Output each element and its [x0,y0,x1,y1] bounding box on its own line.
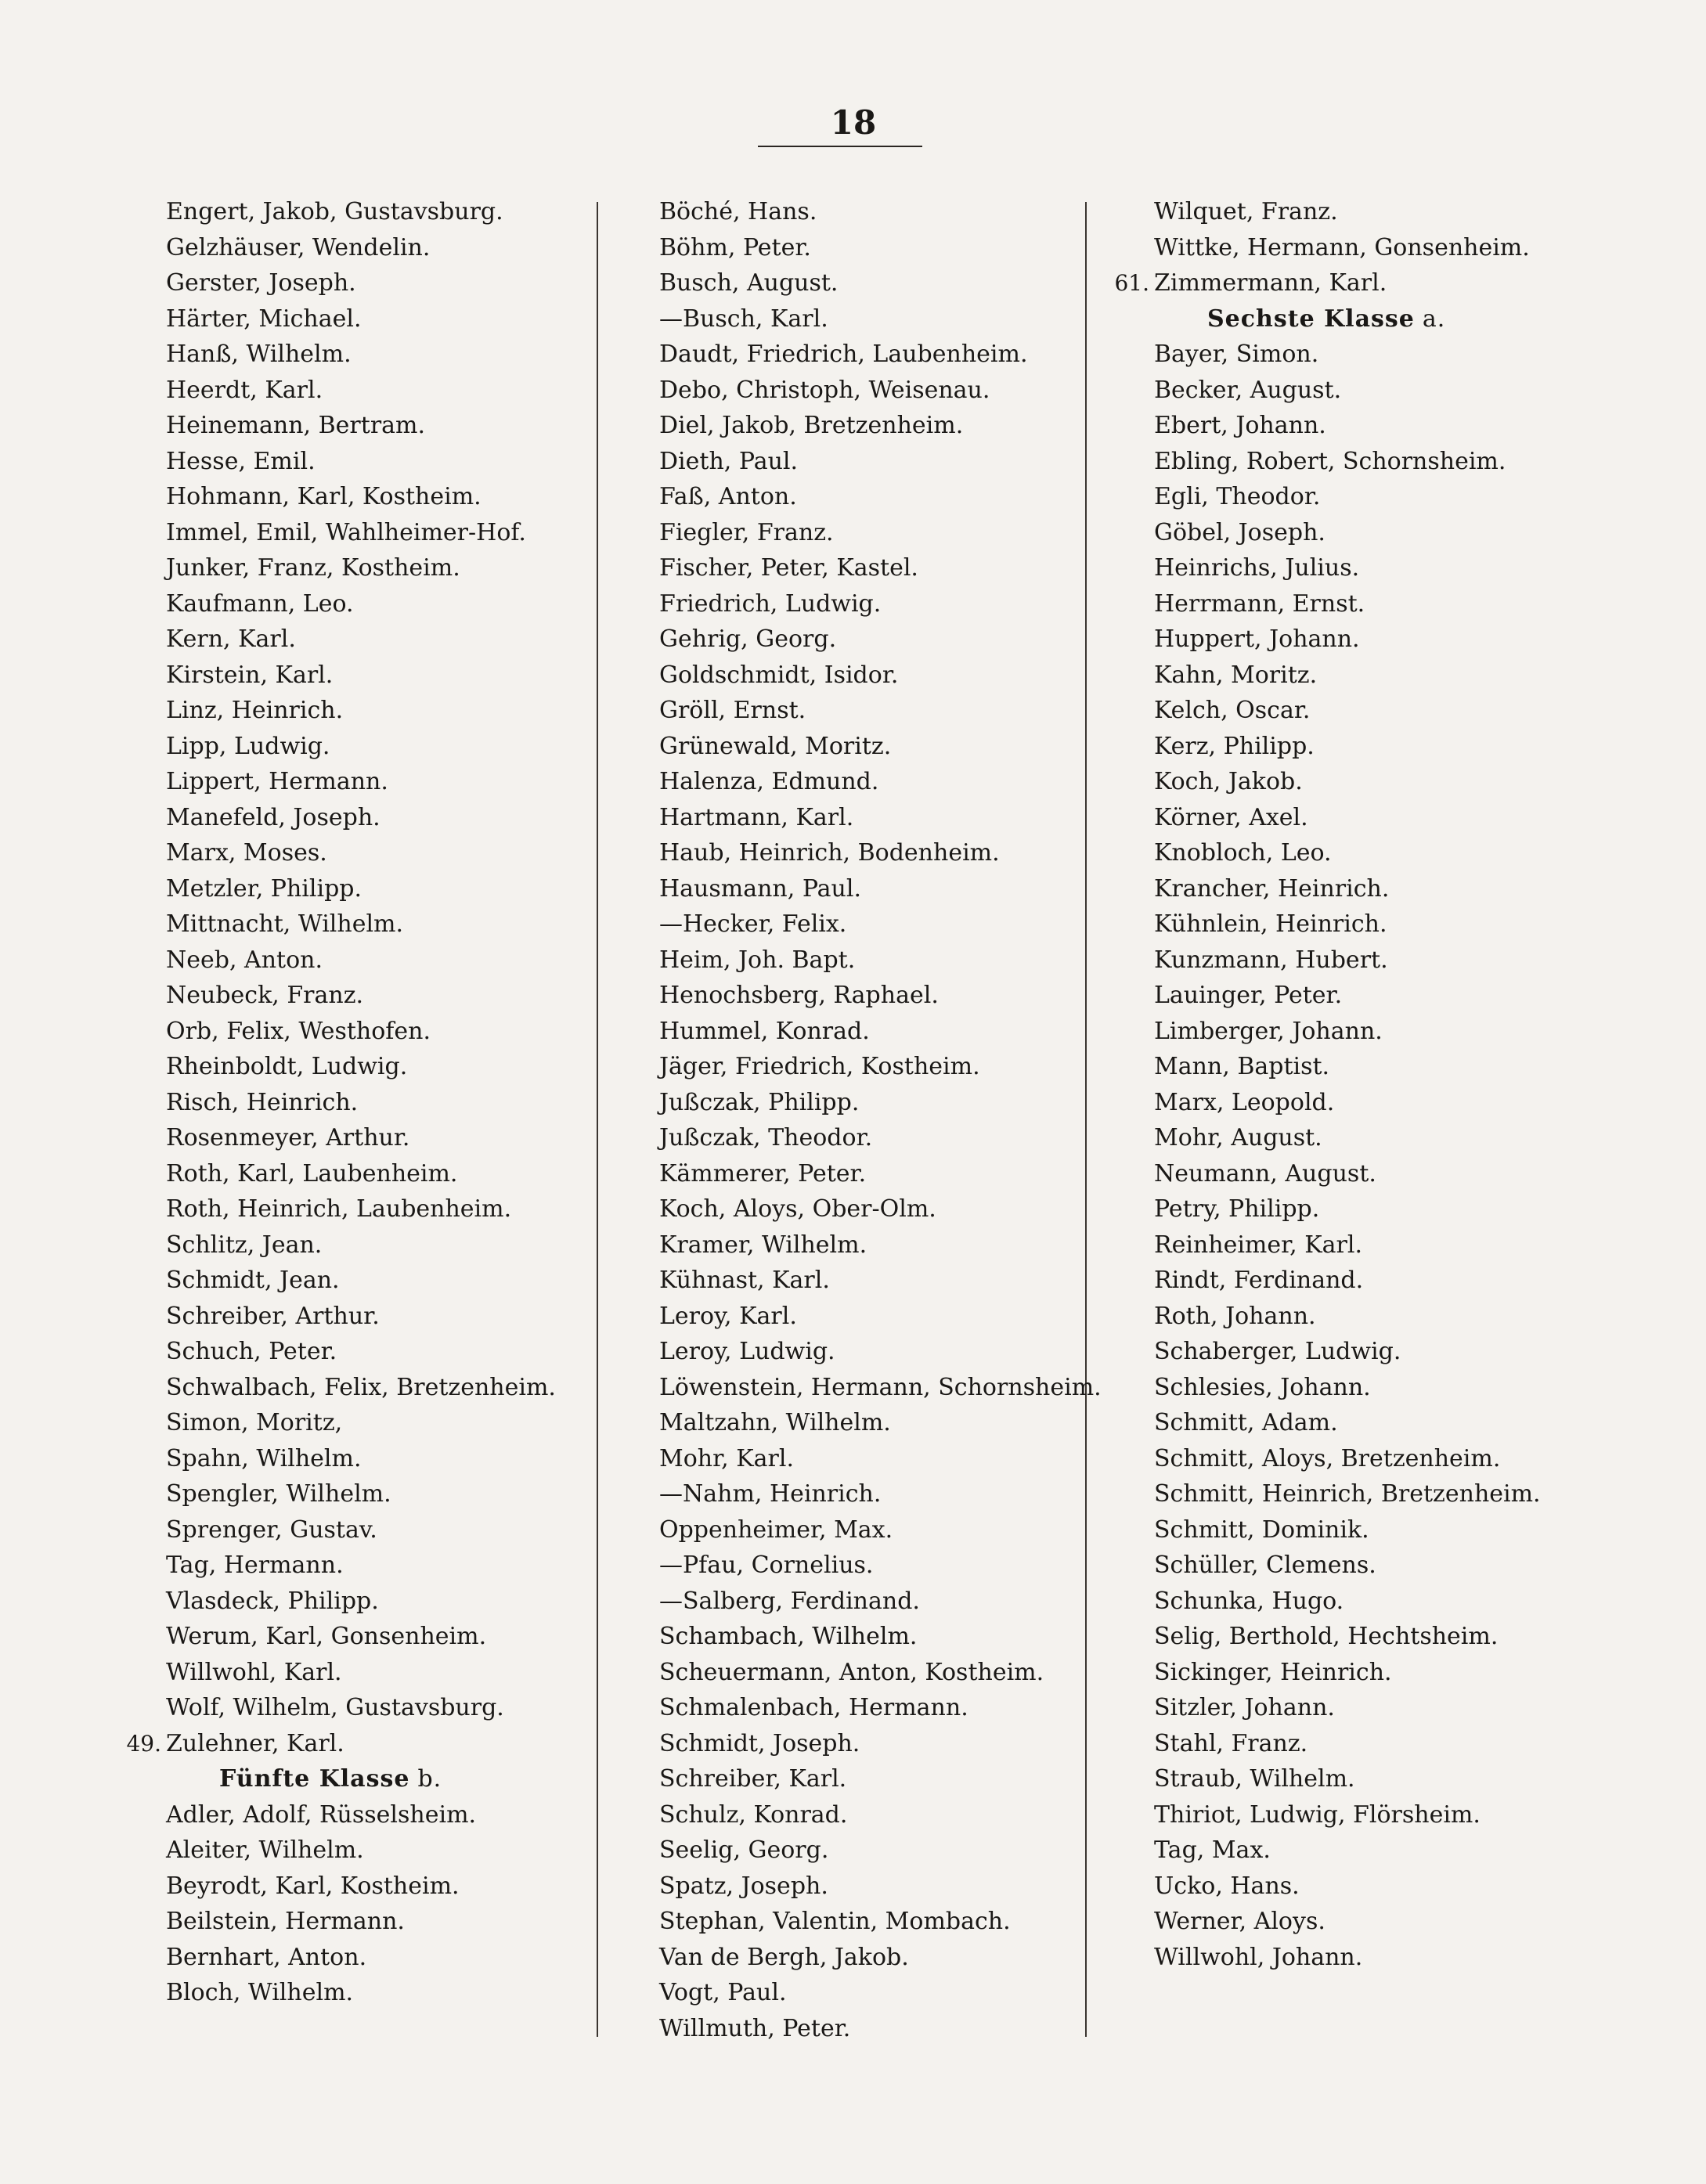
list-item: Löwenstein, Hermann, Schornsheim. [659,1373,1102,1401]
list-item: Schmalenbach, Hermann. [659,1694,968,1721]
list-item: Mann, Baptist. [1154,1053,1330,1080]
list-item: Haub, Heinrich, Bodenheim. [659,839,1000,867]
list-item: —Busch, Karl. [659,305,828,333]
entry-count: 49. [126,1730,161,1757]
list-item: Härter, Michael. [166,305,362,333]
list-item: Schmitt, Heinrich, Bretzenheim. [1154,1480,1541,1508]
list-item: Schreiber, Karl. [659,1765,847,1793]
list-item: Simon, Moritz, [166,1409,343,1436]
list-item: Thiriot, Ludwig, Flörsheim. [1154,1800,1481,1829]
list-item: Vlasdeck, Philipp. [166,1587,379,1615]
list-item: Faß, Anton. [659,483,797,510]
list-item: Marx, Moses. [166,839,327,867]
list-item: Halenza, Edmund. [659,768,879,795]
list-item: Heinemann, Bertram. [166,412,426,439]
list-item: Schreiber, Arthur. [166,1302,380,1330]
list-item [126,1726,556,1762]
list-item: Körner, Axel. [1154,803,1308,831]
section-heading-sechste-klasse-a [1154,301,1541,337]
list-item: Kühnlein, Heinrich. [1154,910,1387,938]
list-item: Petry, Philipp. [1154,1195,1320,1223]
list-item: Gehrig, Georg. [659,625,837,653]
entry-name: Zimmermann, Karl. [1154,269,1387,297]
list-item: Schuch, Peter. [166,1338,337,1365]
list-item: Bayer, Simon. [1154,341,1319,368]
list-item: Tag, Hermann. [166,1552,344,1579]
list-item: Ucko, Hans. [1154,1872,1300,1900]
list-item: Beilstein, Hermann. [166,1908,405,1935]
list-item: Linz, Heinrich. [166,697,344,724]
list-item: Kelch, Oscar. [1154,697,1311,724]
list-item: Tag, Max. [1154,1836,1271,1864]
list-item: Manefeld, Joseph. [166,803,381,831]
list-item: Vogt, Paul. [659,1979,787,2006]
list-item: Lauinger, Peter. [1154,982,1343,1009]
list-item: Schlesies, Johann. [1154,1373,1371,1401]
list-item: Debo, Christoph, Weisenau. [659,376,990,404]
list-item: Hartmann, Karl. [659,803,854,831]
column-3 [1114,194,1541,1975]
list-item: —Hecker, Felix. [659,910,847,938]
list-item: Junker, Franz, Kostheim. [166,554,460,582]
list-item: Leroy, Karl. [659,1302,797,1330]
list-item: Maltzahn, Wilhelm. [659,1409,891,1436]
list-item: Jußczak, Theodor. [659,1124,873,1151]
list-item: Knobloch, Leo. [1154,839,1332,867]
list-item: Kahn, Moritz. [1154,661,1318,689]
list-item: Krancher, Heinrich. [1154,874,1390,903]
list-item: Stahl, Franz. [1154,1729,1308,1757]
list-item: Rindt, Ferdinand. [1154,1267,1364,1294]
list-item: Schmitt, Aloys, Bretzenheim. [1154,1444,1501,1472]
list-item: Neumann, August. [1154,1159,1376,1188]
list-item: Jäger, Friedrich, Kostheim. [659,1053,980,1080]
list-item: Aleiter, Wilhelm. [166,1836,364,1864]
list-item: Spatz, Joseph. [659,1872,828,1900]
list-item: Busch, August. [659,269,839,297]
list-item: Gröll, Ernst. [659,697,806,724]
section-suffix: b. [417,1765,442,1793]
list-item: Sitzler, Johann. [1154,1694,1335,1721]
section-suffix: a. [1422,305,1446,333]
entry-name: Zulehner, Karl. [166,1729,344,1757]
list-item: Heim, Joh. Bapt. [659,946,856,974]
list-item: Oppenheimer, Max. [659,1515,893,1544]
list-item: Hesse, Emil. [166,447,316,475]
list-item: Kämmerer, Peter. [659,1159,867,1188]
list-item: Seelig, Georg. [659,1836,829,1864]
section-heading-fuenfte-klasse-b [166,1761,556,1797]
list-item: Sickinger, Heinrich. [1154,1658,1392,1686]
list-item: Wittke, Hermann, Gonsenheim. [1154,233,1530,261]
list-item: Schulz, Konrad. [659,1800,848,1829]
list-item: Göbel, Joseph. [1154,518,1325,546]
list-item: —Nahm, Heinrich. [659,1480,882,1508]
list-item: Koch, Jakob. [1154,768,1303,795]
list-item: Werner, Aloys. [1154,1908,1325,1935]
list-item: Willwohl, Johann. [1154,1943,1363,1971]
list-item: Straub, Wilhelm. [1154,1765,1355,1793]
list-item: Van de Bergh, Jakob. [659,1943,909,1971]
list-item: Mittnacht, Wilhelm. [166,910,404,938]
list-item: Böché, Hans. [659,198,817,225]
list-item: Lipp, Ludwig. [166,732,330,760]
list-item: Ebert, Johann. [1154,412,1326,439]
list-item: Dieth, Paul. [659,447,799,475]
page-number: 18 [830,103,877,142]
list-item: Kramer, Wilhelm. [659,1231,867,1259]
list-item: Willmuth, Peter. [659,2014,851,2042]
list-item: Marx, Leopold. [1154,1088,1335,1116]
list-item: Spahn, Wilhelm. [166,1444,362,1472]
list-item: Böhm, Peter. [659,233,811,261]
list-item: Hanß, Wilhelm. [166,341,352,368]
list-item [1114,265,1541,301]
list-item: Wilquet, Franz. [1154,198,1338,225]
list-item: Huppert, Johann. [1154,625,1360,653]
section-title: Sechste Klasse [1207,305,1415,333]
list-item: Goldschmidt, Isidor. [659,661,899,689]
list-item: Becker, August. [1154,376,1342,404]
list-item: Engert, Jakob, Gustavsburg. [166,198,503,225]
list-item: Kunzmann, Hubert. [1154,946,1388,974]
list-item: Heinrichs, Julius. [1154,554,1360,582]
list-item: Spengler, Wilhelm. [166,1480,391,1508]
list-item: Schmitt, Adam. [1154,1409,1338,1436]
list-item: Leroy, Ludwig. [659,1338,835,1365]
list-item: Neubeck, Franz. [166,982,364,1009]
list-item: Hummel, Konrad. [659,1017,870,1045]
list-item: Diel, Jakob, Bretzenheim. [659,412,964,439]
list-item: Beyrodt, Karl, Kostheim. [166,1872,460,1900]
header-rule [758,146,922,147]
list-item: —Pfau, Cornelius. [659,1552,874,1579]
list-item: Hausmann, Paul. [659,874,861,903]
list-item: Kühnast, Karl. [659,1267,830,1294]
list-item: Schlitz, Jean. [166,1231,323,1259]
list-item: Roth, Karl, Laubenheim. [166,1159,458,1188]
column-2 [659,194,1102,2046]
list-item: Schunka, Hugo. [1154,1587,1344,1615]
list-item: Neeb, Anton. [166,946,323,974]
list-item: Werum, Karl, Gonsenheim. [166,1623,487,1650]
list-item: Roth, Johann. [1154,1302,1316,1330]
list-item: —Salberg, Ferdinand. [659,1587,920,1615]
list-item: Limberger, Johann. [1154,1017,1383,1045]
list-item: Rheinboldt, Ludwig. [166,1053,408,1080]
list-item: Schüller, Clemens. [1154,1552,1376,1579]
list-item: Schambach, Wilhelm. [659,1623,918,1650]
list-item: Mohr, August. [1154,1124,1322,1151]
list-item: Bernhart, Anton. [166,1943,367,1971]
list-item: Heerdt, Karl. [166,376,323,404]
list-item: Herrmann, Ernst. [1154,589,1365,618]
list-item: Egli, Theodor. [1154,483,1321,510]
list-item: Rosenmeyer, Arthur. [166,1124,410,1151]
list-item: Gerster, Joseph. [166,269,356,297]
list-item: Grünewald, Moritz. [659,732,892,760]
entry-count: 61. [1114,270,1149,296]
list-item: Ebling, Robert, Schornsheim. [1154,447,1506,475]
list-item: Metzler, Philipp. [166,874,362,903]
section-title: Fünfte Klasse [219,1765,410,1793]
list-item: Schmidt, Jean. [166,1267,340,1294]
list-item: Schaberger, Ludwig. [1154,1338,1401,1365]
list-item: Schwalbach, Felix, Bretzenheim. [166,1373,556,1401]
list-item: Immel, Emil, Wahlheimer-Hof. [166,518,526,546]
list-item: Kerz, Philipp. [1154,732,1315,760]
list-item: Stephan, Valentin, Mombach. [659,1908,1011,1935]
list-item: Risch, Heinrich. [166,1088,359,1116]
list-item: Scheuermann, Anton, Kostheim. [659,1658,1044,1686]
list-item: Kaufmann, Leo. [166,589,354,618]
list-item: Fiegler, Franz. [659,518,834,546]
list-item: Selig, Berthold, Hechtsheim. [1154,1623,1499,1650]
column-divider-left [597,202,598,2037]
list-item: Gelzhäuser, Wendelin. [166,233,431,261]
list-item: Hohmann, Karl, Kostheim. [166,483,482,510]
list-item: Jußczak, Philipp. [659,1088,860,1116]
list-item: Schmitt, Dominik. [1154,1515,1369,1544]
list-item: Fischer, Peter, Kastel. [659,554,918,582]
list-item: Bloch, Wilhelm. [166,1979,354,2006]
list-item: Mohr, Karl. [659,1444,794,1472]
column-1 [126,194,556,2011]
list-item: Koch, Aloys, Ober-Olm. [659,1195,936,1223]
list-item: Sprenger, Gustav. [166,1515,377,1544]
list-item: Daudt, Friedrich, Laubenheim. [659,341,1028,368]
list-item: Wolf, Wilhelm, Gustavsburg. [166,1694,504,1721]
list-item: Schmidt, Joseph. [659,1729,860,1757]
list-item: Lippert, Hermann. [166,768,388,795]
list-item: Friedrich, Ludwig. [659,589,882,618]
list-item: Reinheimer, Karl. [1154,1231,1363,1259]
list-item: Roth, Heinrich, Laubenheim. [166,1195,512,1223]
list-item: Adler, Adolf, Rüsselsheim. [166,1800,477,1829]
list-item: Orb, Felix, Westhofen. [166,1017,431,1045]
list-item: Kern, Karl. [166,625,296,653]
list-item: Willwohl, Karl. [166,1658,342,1686]
list-item: Henochsberg, Raphael. [659,982,939,1009]
list-item: Kirstein, Karl. [166,661,334,689]
